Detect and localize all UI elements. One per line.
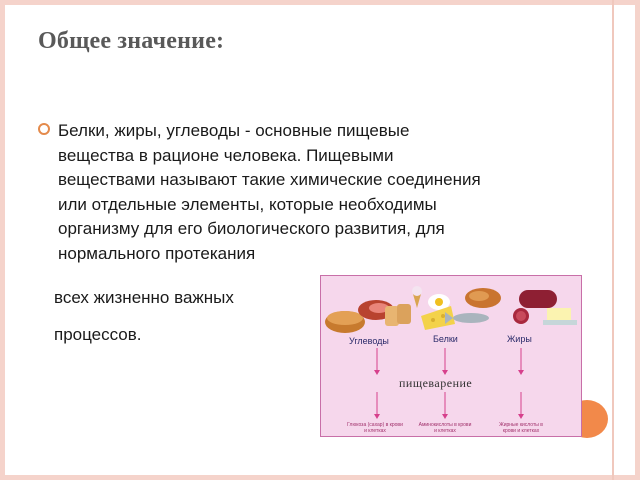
- note-fats: Жирные кислоты в крови и клетках: [499, 422, 543, 434]
- salami-icon: [519, 290, 557, 308]
- label-proteins: Белки: [433, 334, 458, 344]
- body-paragraph: [58, 119, 548, 266]
- note-carbs: Глюкоза (сахар) в крови и клетках: [347, 422, 403, 434]
- body-continuation-line: процессов.: [54, 325, 142, 344]
- label-carbs: Углеводы: [349, 336, 389, 346]
- body-line: Белки, жиры, углеводы - основные пищевые: [58, 121, 410, 140]
- label-digestion: пищеварение: [399, 376, 473, 390]
- body-line: или отдельные элементы, которые необходимы: [58, 194, 437, 214]
- body-line: вещества в рационе человека. Пищевыми: [58, 145, 394, 165]
- right-rule-line: [612, 0, 614, 480]
- butter-icon: [547, 308, 571, 322]
- digestion-diagram: [320, 275, 582, 437]
- note-proteins: Аминокислоты в крови и клетках: [418, 422, 472, 434]
- body-line: веществами называют такие химические соединения: [58, 170, 481, 189]
- ice-cream-icon: [413, 294, 421, 308]
- food-illustration: [321, 276, 582, 437]
- body-line: организму для его биологического развития, для: [58, 219, 445, 238]
- slide-title: Общее значение:: [38, 28, 225, 54]
- bullet-icon: [38, 123, 50, 135]
- fish-icon: [453, 313, 489, 323]
- body-continuation-line: всех жизненно важных: [54, 288, 234, 307]
- bread-slice-icon: [385, 306, 399, 326]
- body-line: нормального протекания: [58, 243, 256, 263]
- label-fats: Жиры: [507, 334, 532, 344]
